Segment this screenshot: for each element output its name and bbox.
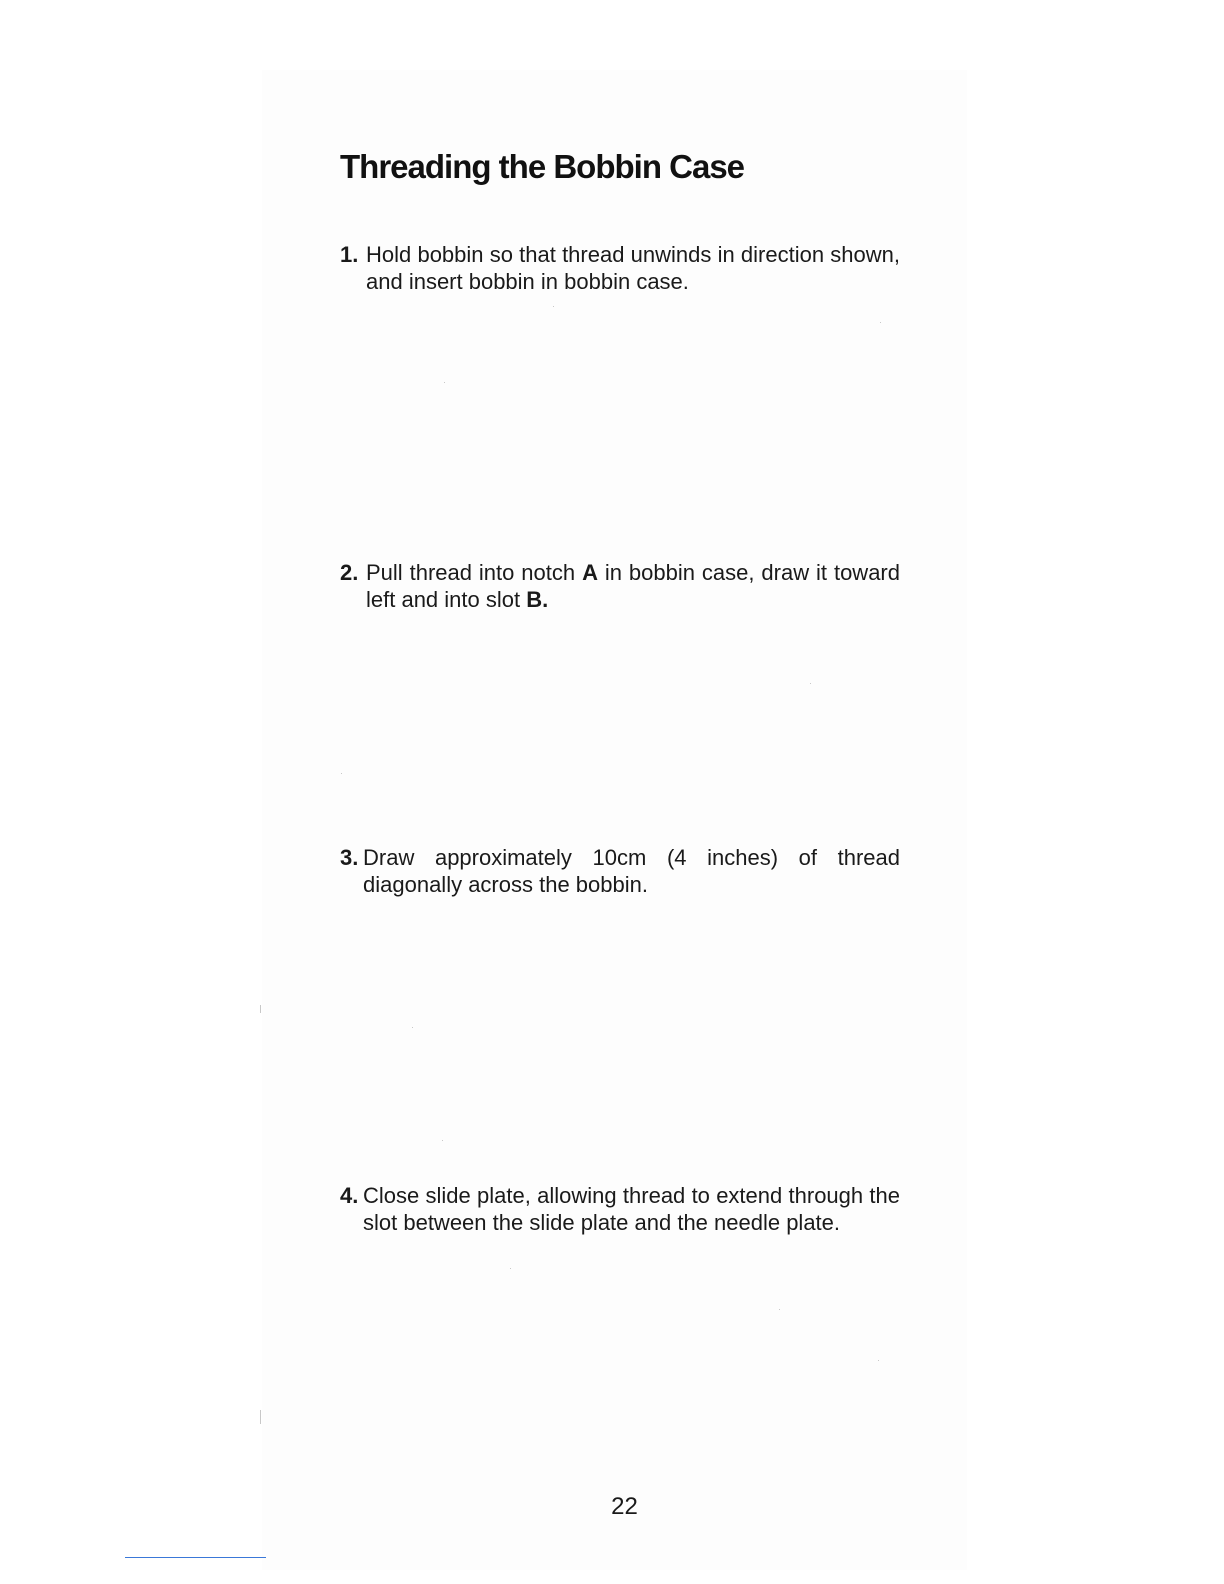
- page-background: [262, 70, 967, 1570]
- step-number: 1.: [340, 242, 359, 267]
- label-b: B.: [526, 587, 549, 612]
- step-number: 3.: [340, 845, 359, 870]
- label-a: A: [582, 560, 598, 585]
- scan-speck: [878, 1360, 879, 1361]
- scan-speck: [442, 1140, 443, 1141]
- scan-speck: [341, 773, 342, 774]
- step-1: [340, 241, 900, 295]
- step-text-part: in bobbin case, draw it toward left and into slot: [366, 560, 900, 612]
- scan-speck: [880, 322, 881, 323]
- scan-speck: [412, 1027, 413, 1028]
- step-4: [340, 1182, 900, 1236]
- step-text: Draw approximately 10cm (4 inches) of thread diagonally across the bobbin.: [363, 845, 900, 897]
- step-text: Hold bobbin so that thread unwinds in direction shown, and insert bobbin in bobbin case.: [366, 242, 900, 294]
- scan-speck: [260, 1005, 261, 1013]
- scan-speck: [810, 683, 811, 684]
- page-title: Threading the Bobbin Case: [340, 148, 745, 185]
- step-2: [340, 559, 900, 613]
- step-number: 2.: [340, 560, 359, 585]
- scan-speck: [510, 1268, 511, 1269]
- step-text-part: Pull thread into notch: [366, 560, 583, 585]
- step-text: Close slide plate, allowing thread to extend through the slot between the slide plate and the needle plate.: [363, 1183, 900, 1235]
- bottom-rule: [125, 1557, 266, 1558]
- scan-speck: [444, 382, 445, 383]
- step-number: 4.: [340, 1183, 359, 1208]
- scan-speck: [553, 306, 554, 307]
- page-number: 22: [611, 1493, 638, 1520]
- scan-speck: [779, 1309, 780, 1310]
- scan-speck: [260, 1410, 261, 1424]
- step-text: [366, 559, 900, 613]
- step-3: [340, 844, 900, 898]
